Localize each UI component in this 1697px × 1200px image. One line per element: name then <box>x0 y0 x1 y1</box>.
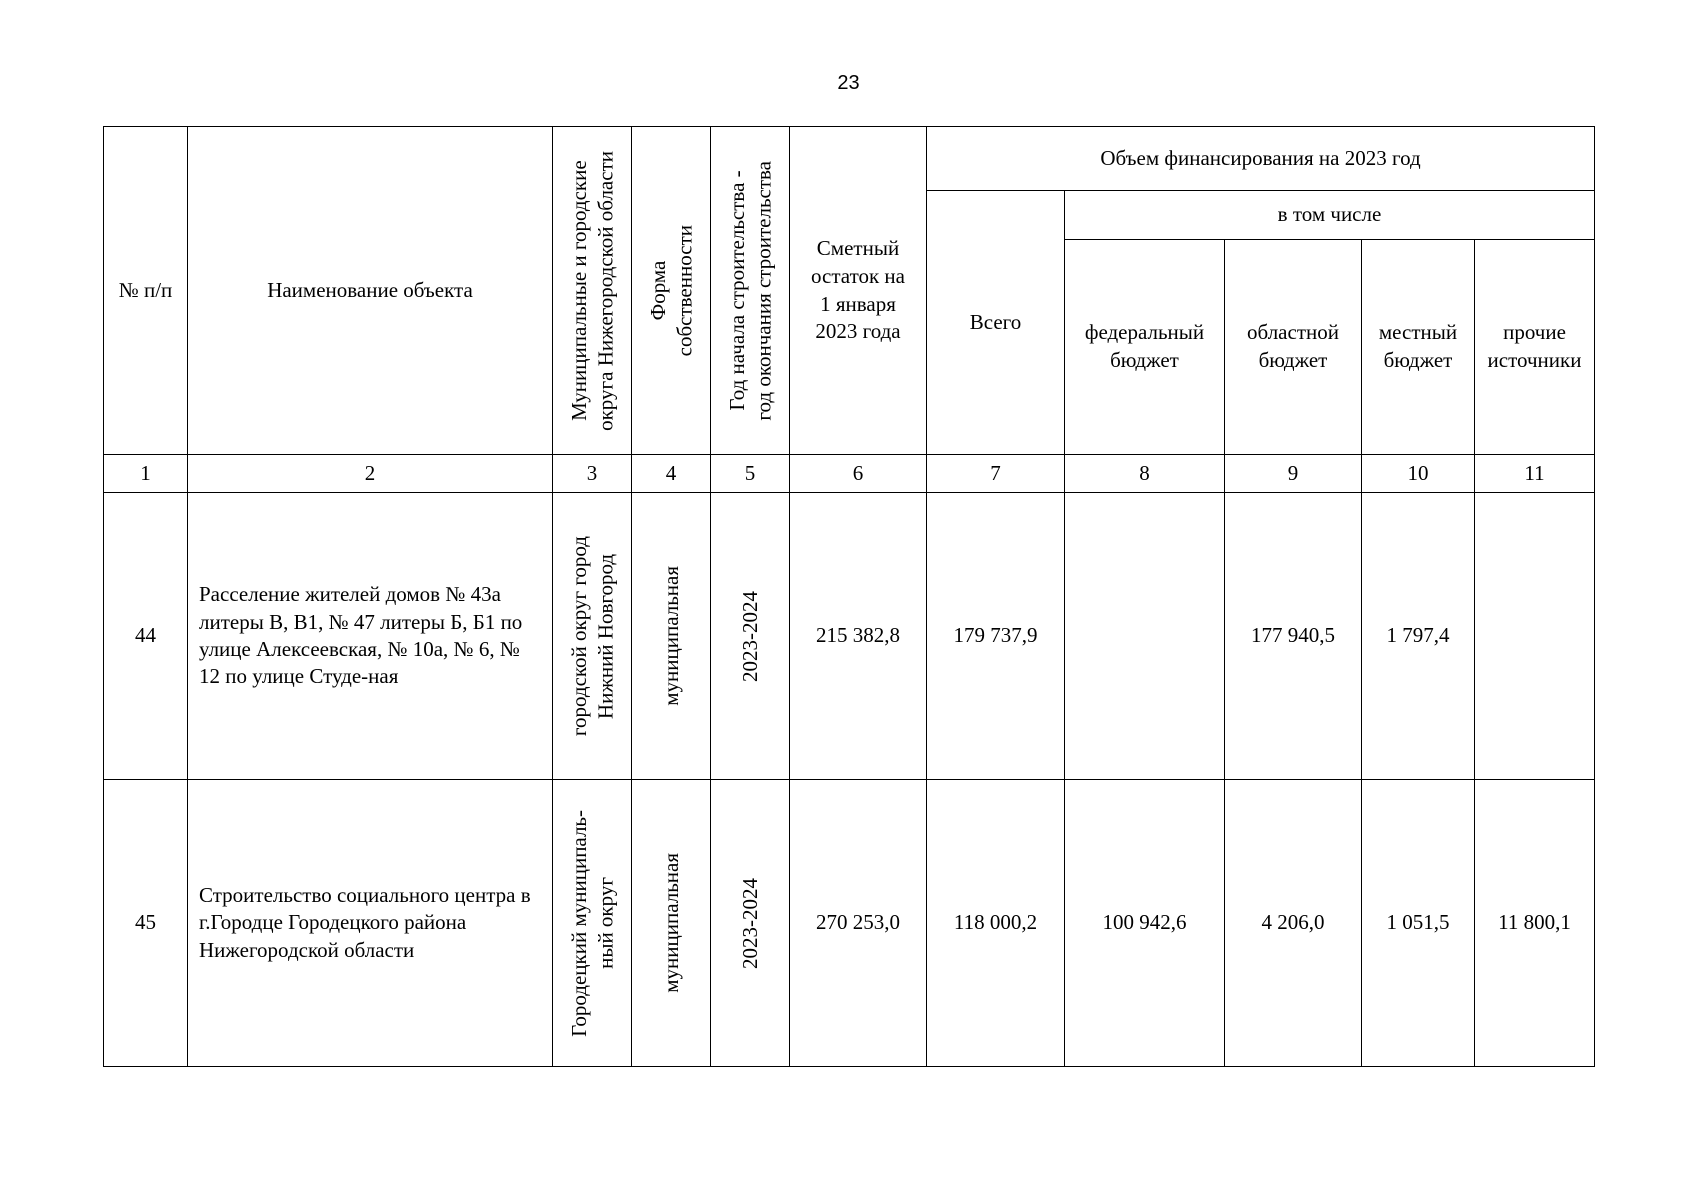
column-number-row <box>104 455 1595 493</box>
total-value: 179 737,9 <box>927 493 1065 780</box>
ownership-cell <box>632 780 711 1067</box>
regional-value: 4 206,0 <box>1225 780 1362 1067</box>
ownership-cell <box>632 493 711 780</box>
federal-value: 100 942,6 <box>1065 780 1225 1067</box>
column-number: 10 <box>1362 455 1475 493</box>
municipality-cell <box>553 780 632 1067</box>
regional-value: 177 940,5 <box>1225 493 1362 780</box>
column-number: 4 <box>632 455 711 493</box>
local-value: 1 797,4 <box>1362 493 1475 780</box>
total-value: 118 000,2 <box>927 780 1065 1067</box>
header-ownership-text: Форма собственности <box>645 224 696 357</box>
header-federal-budget: федеральный бюджет <box>1065 240 1225 455</box>
header-remaining-estimate: Сметный остаток на 1 января 2023 года <box>790 127 927 455</box>
column-number: 8 <box>1065 455 1225 493</box>
header-years <box>711 127 790 455</box>
column-number: 1 <box>104 455 188 493</box>
column-number: 6 <box>790 455 927 493</box>
municipality-text: городской округ город Нижний Новгород <box>566 535 617 737</box>
column-number: 11 <box>1475 455 1595 493</box>
years-text: 2023-2024 <box>737 877 762 969</box>
table-row <box>104 780 1595 1067</box>
object-name: Строительство социального центра в г.Городце Городецкого района Нижегородской области <box>188 780 553 1067</box>
remaining-estimate-value: 215 382,8 <box>790 493 927 780</box>
column-number: 3 <box>553 455 632 493</box>
object-name: Расселение жителей домов № 43а литеры В, В1, № 47 литеры Б, Б1 по улице Алексеевская, № 10а, № 6, № 12 по улице Студе-ная <box>188 493 553 780</box>
header-regional-budget: областной бюджет <box>1225 240 1362 455</box>
years-cell <box>711 780 790 1067</box>
ownership-text: муниципальная <box>658 853 683 993</box>
header-local-budget: местный бюджет <box>1362 240 1475 455</box>
header-ownership <box>632 127 711 455</box>
column-number: 5 <box>711 455 790 493</box>
municipality-text: Городецкий муниципаль- ный округ <box>566 809 617 1037</box>
header-years-text: Год начала строительства - год окончания строительства <box>724 160 775 421</box>
header-other-sources: прочие источники <box>1475 240 1595 455</box>
federal-value <box>1065 493 1225 780</box>
header-funding-group: Объем финансирования на 2023 год <box>927 127 1595 191</box>
ownership-text: муниципальная <box>658 566 683 706</box>
header-object-name: Наименование объекта <box>188 127 553 455</box>
column-number: 9 <box>1225 455 1362 493</box>
page-number: 23 <box>837 72 860 94</box>
column-number: 2 <box>188 455 553 493</box>
header-total: Всего <box>927 191 1065 455</box>
header-row-number: № п/п <box>104 127 188 455</box>
column-number: 7 <box>927 455 1065 493</box>
row-number: 45 <box>104 780 188 1067</box>
header-municipality <box>553 127 632 455</box>
header-row-1 <box>104 127 1595 191</box>
table-row <box>104 493 1595 780</box>
financing-table <box>103 126 1595 1067</box>
header-including: в том числе <box>1065 191 1595 240</box>
remaining-estimate-value: 270 253,0 <box>790 780 927 1067</box>
local-value: 1 051,5 <box>1362 780 1475 1067</box>
municipality-cell <box>553 493 632 780</box>
header-municipality-text: Муниципальные и городские округа Нижегородской области <box>566 150 617 431</box>
row-number: 44 <box>104 493 188 780</box>
other-value: 11 800,1 <box>1475 780 1595 1067</box>
other-value <box>1475 493 1595 780</box>
years-cell <box>711 493 790 780</box>
years-text: 2023-2024 <box>737 590 762 682</box>
